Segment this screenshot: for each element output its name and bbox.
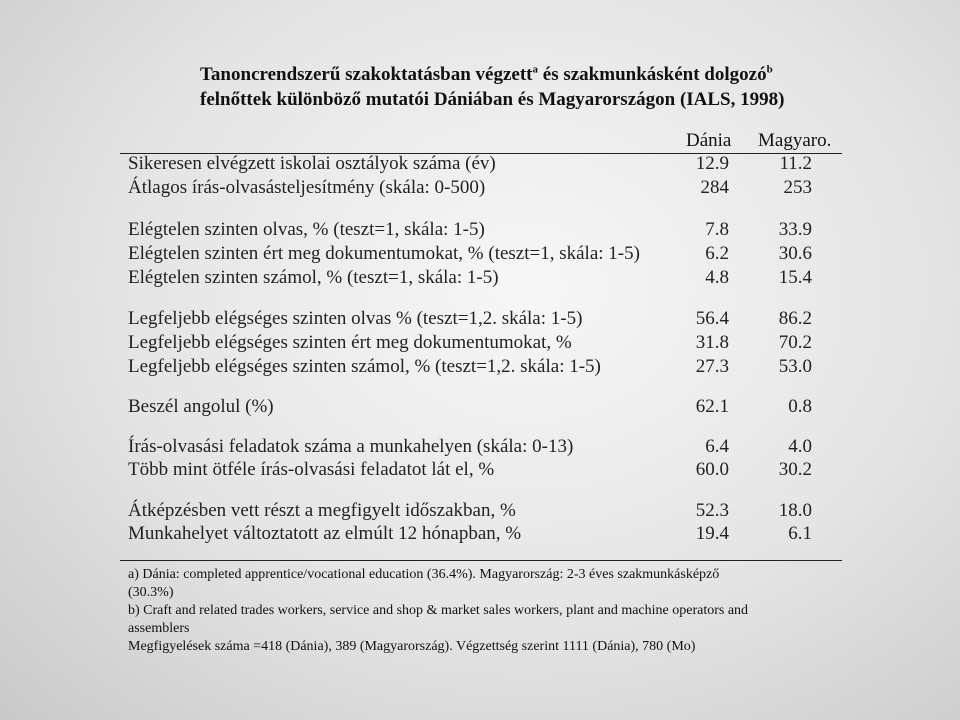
column-header-hungary: Magyaro.: [758, 130, 832, 151]
table-row: [0, 523, 960, 548]
page-title: [200, 62, 840, 112]
table-row: [0, 219, 960, 244]
table-row: [0, 500, 960, 525]
row-label: Legfeljebb elégséges szinten olvas % (teszt=1,2. skála: 1-5): [128, 308, 583, 329]
value-denmark: 60.0: [695, 459, 729, 480]
title-line-1: [200, 62, 840, 87]
footnote-mark-a: a: [532, 63, 539, 76]
row-label: Elégtelen szinten számol, % (teszt=1, skála: 1-5): [128, 267, 499, 288]
value-hungary: 4.0: [788, 436, 812, 457]
value-denmark: 4.8: [705, 267, 729, 288]
footnote-mark-b: b: [766, 63, 773, 76]
table-row: [0, 332, 960, 357]
table-row: [0, 459, 960, 484]
value-denmark: 6.2: [705, 243, 729, 264]
title-text-b: és szakmunkásként dolgozó: [538, 64, 767, 85]
value-denmark: 56.4: [695, 308, 729, 329]
footnote-a: a) Dánia: completed apprentice/vocational education (36.4%). Magyarország: 2-3 éves szakmunkásképző: [128, 567, 720, 582]
value-denmark: 7.8: [705, 219, 729, 240]
row-label: Sikeresen elvégzett iskolai osztályok száma (év): [128, 153, 496, 174]
footnotes: [128, 566, 830, 656]
value-hungary: 253: [783, 177, 812, 198]
table-row: [0, 243, 960, 268]
row-label: Beszél angolul (%): [128, 396, 274, 417]
row-label: Legfeljebb elégséges szinten számol, % (teszt=1,2. skála: 1-5): [128, 356, 601, 377]
value-hungary: 53.0: [778, 356, 812, 377]
value-denmark: 62.1: [695, 396, 729, 417]
footnote-rule: [120, 560, 842, 561]
row-label: Elégtelen szinten olvas, % (teszt=1, skála: 1-5): [128, 219, 485, 240]
table-row: [0, 308, 960, 333]
table-row: [0, 396, 960, 421]
row-label: Munkahelyet változtatott az elmúlt 12 hónapban, %: [128, 523, 522, 544]
row-label: Írás-olvasási feladatok száma a munkahelyen (skála: 0-13): [128, 436, 574, 457]
footnote-b-continued: assemblers: [128, 621, 190, 636]
value-hungary: 0.8: [788, 396, 812, 417]
title-line-2: felnőttek különböző mutatói Dániában és Magyarországon (IALS, 1998): [200, 89, 785, 110]
table-row: [0, 436, 960, 461]
title-text-a: Tanoncrendszerű szakoktatásban végzett: [200, 64, 533, 85]
observations-note: Megfigyelések száma =418 (Dánia), 389 (Magyarország). Végzettség szerint 1111 (Dánia), 780 (Mo): [128, 639, 696, 654]
row-label: Átképzésben vett részt a megfigyelt időszakban, %: [128, 500, 516, 521]
table-row: [0, 267, 960, 292]
value-denmark: 6.4: [705, 436, 729, 457]
value-denmark: 27.3: [695, 356, 729, 377]
value-hungary: 70.2: [778, 332, 812, 353]
value-hungary: 30.2: [778, 459, 812, 480]
footnote-b: b) Craft and related trades workers, service and shop & market sales workers, plant and machine operators and: [128, 603, 749, 618]
footnote-a-continued: (30.3%): [128, 585, 174, 600]
value-denmark: 19.4: [695, 523, 729, 544]
row-label: Több mint ötféle írás-olvasási feladatot lát el, %: [128, 459, 495, 480]
value-hungary: 11.2: [779, 153, 812, 174]
value-denmark: 52.3: [695, 500, 729, 521]
row-label: Elégtelen szinten ért meg dokumentumokat, % (teszt=1, skála: 1-5): [128, 243, 640, 264]
value-hungary: 30.6: [778, 243, 812, 264]
value-denmark: 31.8: [695, 332, 729, 353]
table-row: [0, 177, 960, 202]
value-hungary: 6.1: [788, 523, 812, 544]
table-row: [0, 356, 960, 381]
row-label: Legfeljebb elégséges szinten ért meg dokumentumokat, %: [128, 332, 572, 353]
value-denmark: 12.9: [695, 153, 729, 174]
row-label: Átlagos írás-olvasásteljesítmény (skála: 0-500): [128, 177, 486, 198]
table-row: [0, 153, 960, 178]
value-hungary: 15.4: [778, 267, 812, 288]
value-denmark: 284: [700, 177, 729, 198]
value-hungary: 33.9: [778, 219, 812, 240]
value-hungary: 86.2: [778, 308, 812, 329]
column-headers: [0, 130, 960, 154]
value-hungary: 18.0: [778, 500, 812, 521]
column-header-denmark: Dánia: [686, 130, 732, 151]
